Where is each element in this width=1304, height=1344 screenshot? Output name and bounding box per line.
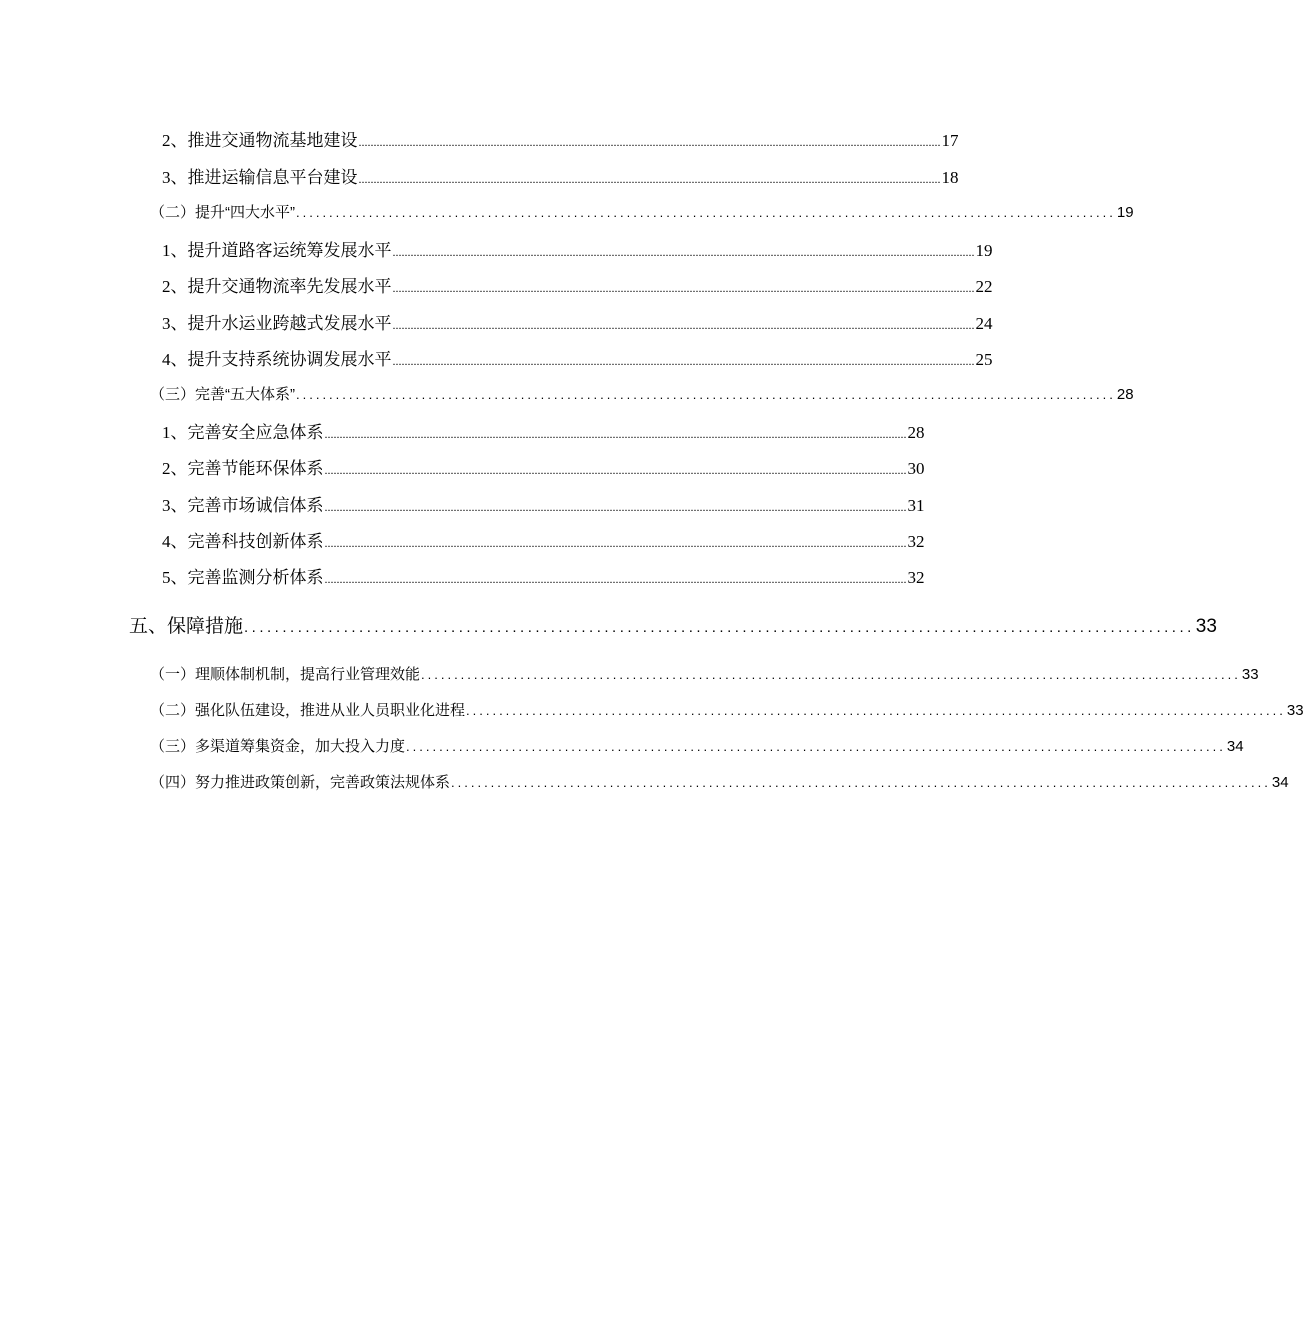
- toc-entry[interactable]: [162, 563, 925, 587]
- dot-leader: ............................................................................................................................: [296, 205, 1116, 220]
- dot-leader: ..................................................................................................................................................................................................: [358, 172, 941, 186]
- toc-entry-page: 34: [1271, 774, 1289, 791]
- toc-entry-label: （二）强化队伍建设，推进从业人员职业化进程: [150, 702, 466, 719]
- toc-entry[interactable]: [162, 163, 959, 187]
- toc-entry-page: 19: [1116, 204, 1134, 221]
- toc-entry-label: 3、提升水运业跨越式发展水平: [162, 314, 392, 333]
- toc-entry-label: （三）多渠道筹集资金，加大投入力度: [150, 738, 406, 755]
- toc-entry-label: （一）理顺体制机制，提高行业管理效能: [150, 666, 421, 683]
- toc-entry-page: 34: [1226, 738, 1244, 755]
- toc-entry-label: 4、提升支持系统协调发展水平: [162, 350, 392, 369]
- toc-entry-page: 28: [1116, 386, 1134, 403]
- dot-leader: ..................................................................................................................................................................................................: [358, 135, 941, 149]
- toc-entry-label: 5、完善监测分析体系: [162, 568, 324, 587]
- toc-entry-label: （二）提升“四大水平”: [150, 204, 295, 221]
- toc-entry-label: 4、完善科技创新体系: [162, 532, 324, 551]
- toc-entry-label: 3、完善市场诚信体系: [162, 496, 324, 515]
- toc-entry-label: （三）完善“五大体系”: [150, 386, 295, 403]
- toc-entry-label: 1、提升道路客运统筹发展水平: [162, 241, 392, 260]
- toc-entry[interactable]: [162, 126, 959, 150]
- toc-entry[interactable]: [162, 527, 925, 551]
- toc-entry[interactable]: [150, 663, 1259, 685]
- toc-entry[interactable]: [150, 201, 1134, 223]
- dot-leader: ............................................................................................................................: [451, 775, 1271, 790]
- toc-entry[interactable]: [162, 272, 993, 296]
- toc-entry[interactable]: [150, 383, 1134, 405]
- toc-entry[interactable]: [150, 699, 1304, 721]
- toc-entry[interactable]: [162, 454, 925, 478]
- toc-entry[interactable]: [162, 309, 993, 333]
- dot-leader: ............................................................................................................................: [296, 387, 1116, 402]
- toc-entry[interactable]: [162, 236, 993, 260]
- toc-entry[interactable]: [162, 418, 925, 442]
- toc-entry-page: 30: [907, 459, 925, 478]
- toc-entry-page: 28: [907, 423, 925, 442]
- toc-entry-label: 2、提升交通物流率先发展水平: [162, 277, 392, 296]
- toc-entry[interactable]: [162, 345, 993, 369]
- toc-entry-page: 31: [907, 496, 925, 515]
- dot-leader: ..................................................................................................................................................................................................: [324, 500, 907, 514]
- dot-leader: ............................................................................................................................: [421, 667, 1241, 682]
- toc-entry-label: 五、保障措施: [129, 616, 244, 637]
- toc-entry-page: 33: [1286, 702, 1304, 719]
- toc-entry-page: 33: [1195, 616, 1217, 637]
- dot-leader: ..................................................................................................................................................................................................: [392, 318, 975, 332]
- toc-entry[interactable]: [162, 491, 925, 515]
- toc-entry[interactable]: [150, 771, 1289, 793]
- toc-entry[interactable]: [150, 735, 1244, 757]
- dot-leader: ..................................................................................................................................................................................................: [324, 536, 907, 550]
- dot-leader: ..................................................................................................................................................................................................: [392, 245, 975, 259]
- dot-leader: ..................................................................................................................................................................................................: [324, 427, 907, 441]
- dot-leader: ..................................................................................................................................................................................................: [392, 281, 975, 295]
- toc-entry-page: 19: [975, 241, 993, 260]
- toc-entry-page: 25: [975, 350, 993, 369]
- dot-leader: ..................................................................................................................................................................................................: [392, 354, 975, 368]
- toc-entry-page: 24: [975, 314, 993, 333]
- toc-entry-label: 1、完善安全应急体系: [162, 423, 324, 442]
- toc-entry-page: 33: [1241, 666, 1259, 683]
- toc-entry-label: 2、推进交通物流基地建设: [162, 131, 358, 150]
- toc-entry-label: 2、完善节能环保体系: [162, 459, 324, 478]
- toc-entry-page: 17: [941, 131, 959, 150]
- dot-leader: ............................................................................................................................: [244, 619, 1195, 636]
- toc-entry-page: 18: [941, 168, 959, 187]
- toc-entry-label: （四）努力推进政策创新，完善政策法规体系: [150, 774, 451, 791]
- dot-leader: ..................................................................................................................................................................................................: [324, 572, 907, 586]
- toc-entry-page: 22: [975, 277, 993, 296]
- toc-entry-page: 32: [907, 568, 925, 587]
- dot-leader: ..................................................................................................................................................................................................: [324, 463, 907, 477]
- dot-leader: ............................................................................................................................: [406, 739, 1226, 754]
- dot-leader: ............................................................................................................................: [466, 703, 1286, 718]
- toc-entry-page: 32: [907, 532, 925, 551]
- toc-entry[interactable]: [129, 611, 1217, 639]
- toc-entry-label: 3、推进运输信息平台建设: [162, 168, 358, 187]
